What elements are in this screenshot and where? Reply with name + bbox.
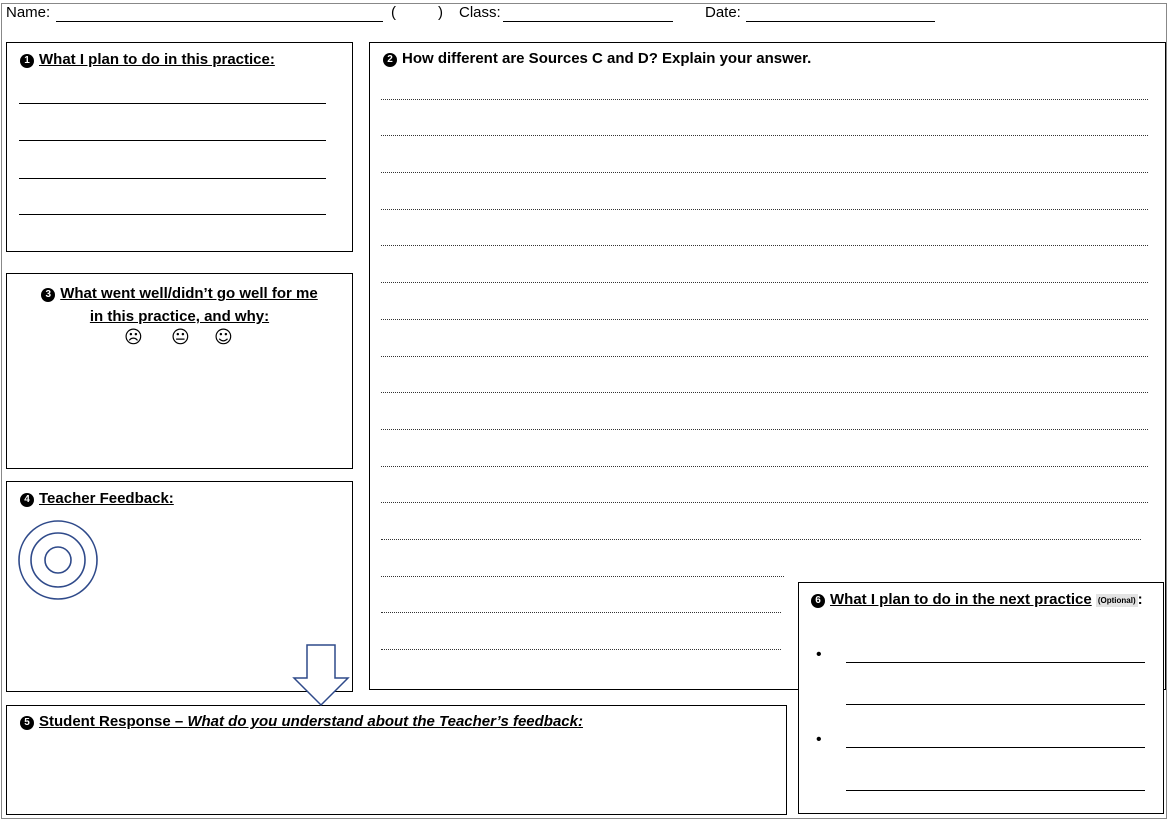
- answer-line[interactable]: [381, 429, 1148, 430]
- number-badge: 3: [41, 288, 55, 302]
- sad-face-icon: ☹: [124, 327, 143, 348]
- number-badge: 4: [20, 493, 34, 507]
- bullet-icon: •: [816, 731, 822, 748]
- date-label: Date:: [705, 4, 741, 21]
- next-practice-title: [811, 591, 1143, 608]
- class-label: Class:: [459, 4, 501, 21]
- worksheet-header: [6, 4, 1166, 24]
- next-practice-title-text: What I plan to do in the next practice: [830, 591, 1092, 608]
- next-practice-colon: :: [1137, 591, 1143, 608]
- target-icon: [17, 520, 101, 600]
- answer-line[interactable]: [381, 649, 781, 650]
- answer-line[interactable]: [381, 576, 784, 577]
- number-badge: 2: [383, 53, 397, 67]
- paren-close: ): [438, 4, 443, 21]
- answer-line[interactable]: [381, 245, 1148, 246]
- answer-line[interactable]: [381, 539, 1141, 540]
- answer-line[interactable]: [381, 356, 1148, 357]
- happy-face-icon: ☺: [214, 327, 233, 348]
- next-practice-box: [798, 582, 1164, 814]
- response-title-italic: What do you understand about the Teacher’s feedback:: [187, 713, 583, 730]
- next-plan-line[interactable]: [846, 662, 1145, 663]
- answer-line[interactable]: [381, 135, 1148, 136]
- plan-title-text: What I plan to do in this practice:: [39, 51, 275, 68]
- plan-line[interactable]: [19, 214, 326, 215]
- answer-line[interactable]: [381, 466, 1148, 467]
- answer-line[interactable]: [381, 319, 1148, 320]
- next-plan-line[interactable]: [846, 704, 1145, 705]
- answer-line[interactable]: [381, 282, 1148, 283]
- number-badge: 6: [811, 594, 825, 608]
- feedback-title: [20, 490, 174, 507]
- feedback-title-text: Teacher Feedback:: [39, 490, 174, 507]
- reflection-title-line1: What went well/didn’t go well for me: [60, 285, 318, 302]
- name-field[interactable]: [56, 21, 383, 22]
- name-label: Name:: [6, 4, 51, 21]
- plan-line[interactable]: [19, 103, 326, 104]
- response-title: [20, 713, 583, 730]
- answer-line[interactable]: [381, 172, 1148, 173]
- reflection-title-line2: in this practice, and why:: [89, 308, 270, 325]
- plan-title: [20, 51, 275, 68]
- answer-line[interactable]: [381, 209, 1148, 210]
- response-title-prefix: Student Response –: [39, 713, 188, 730]
- answer-line[interactable]: [381, 99, 1148, 100]
- date-field[interactable]: [746, 21, 935, 22]
- number-badge: 1: [20, 54, 34, 68]
- reflection-title: [6, 282, 353, 328]
- question-title-text: How different are Sources C and D? Explain your answer.: [402, 50, 812, 67]
- next-plan-line[interactable]: [846, 790, 1145, 791]
- answer-line[interactable]: [381, 612, 781, 613]
- answer-line[interactable]: [381, 502, 1148, 503]
- next-plan-line[interactable]: [846, 747, 1145, 748]
- plan-box: [6, 42, 353, 252]
- paren-open: (: [391, 4, 396, 21]
- class-field[interactable]: [503, 21, 673, 22]
- optional-tag: (Optional): [1097, 596, 1136, 605]
- down-arrow-icon: [292, 643, 350, 707]
- bullet-icon: •: [816, 646, 822, 663]
- plan-line[interactable]: [19, 178, 326, 179]
- plan-line[interactable]: [19, 140, 326, 141]
- question-title: [383, 50, 811, 67]
- number-badge: 5: [20, 716, 34, 730]
- neutral-face-icon: 😐: [171, 327, 190, 348]
- answer-line[interactable]: [381, 392, 1148, 393]
